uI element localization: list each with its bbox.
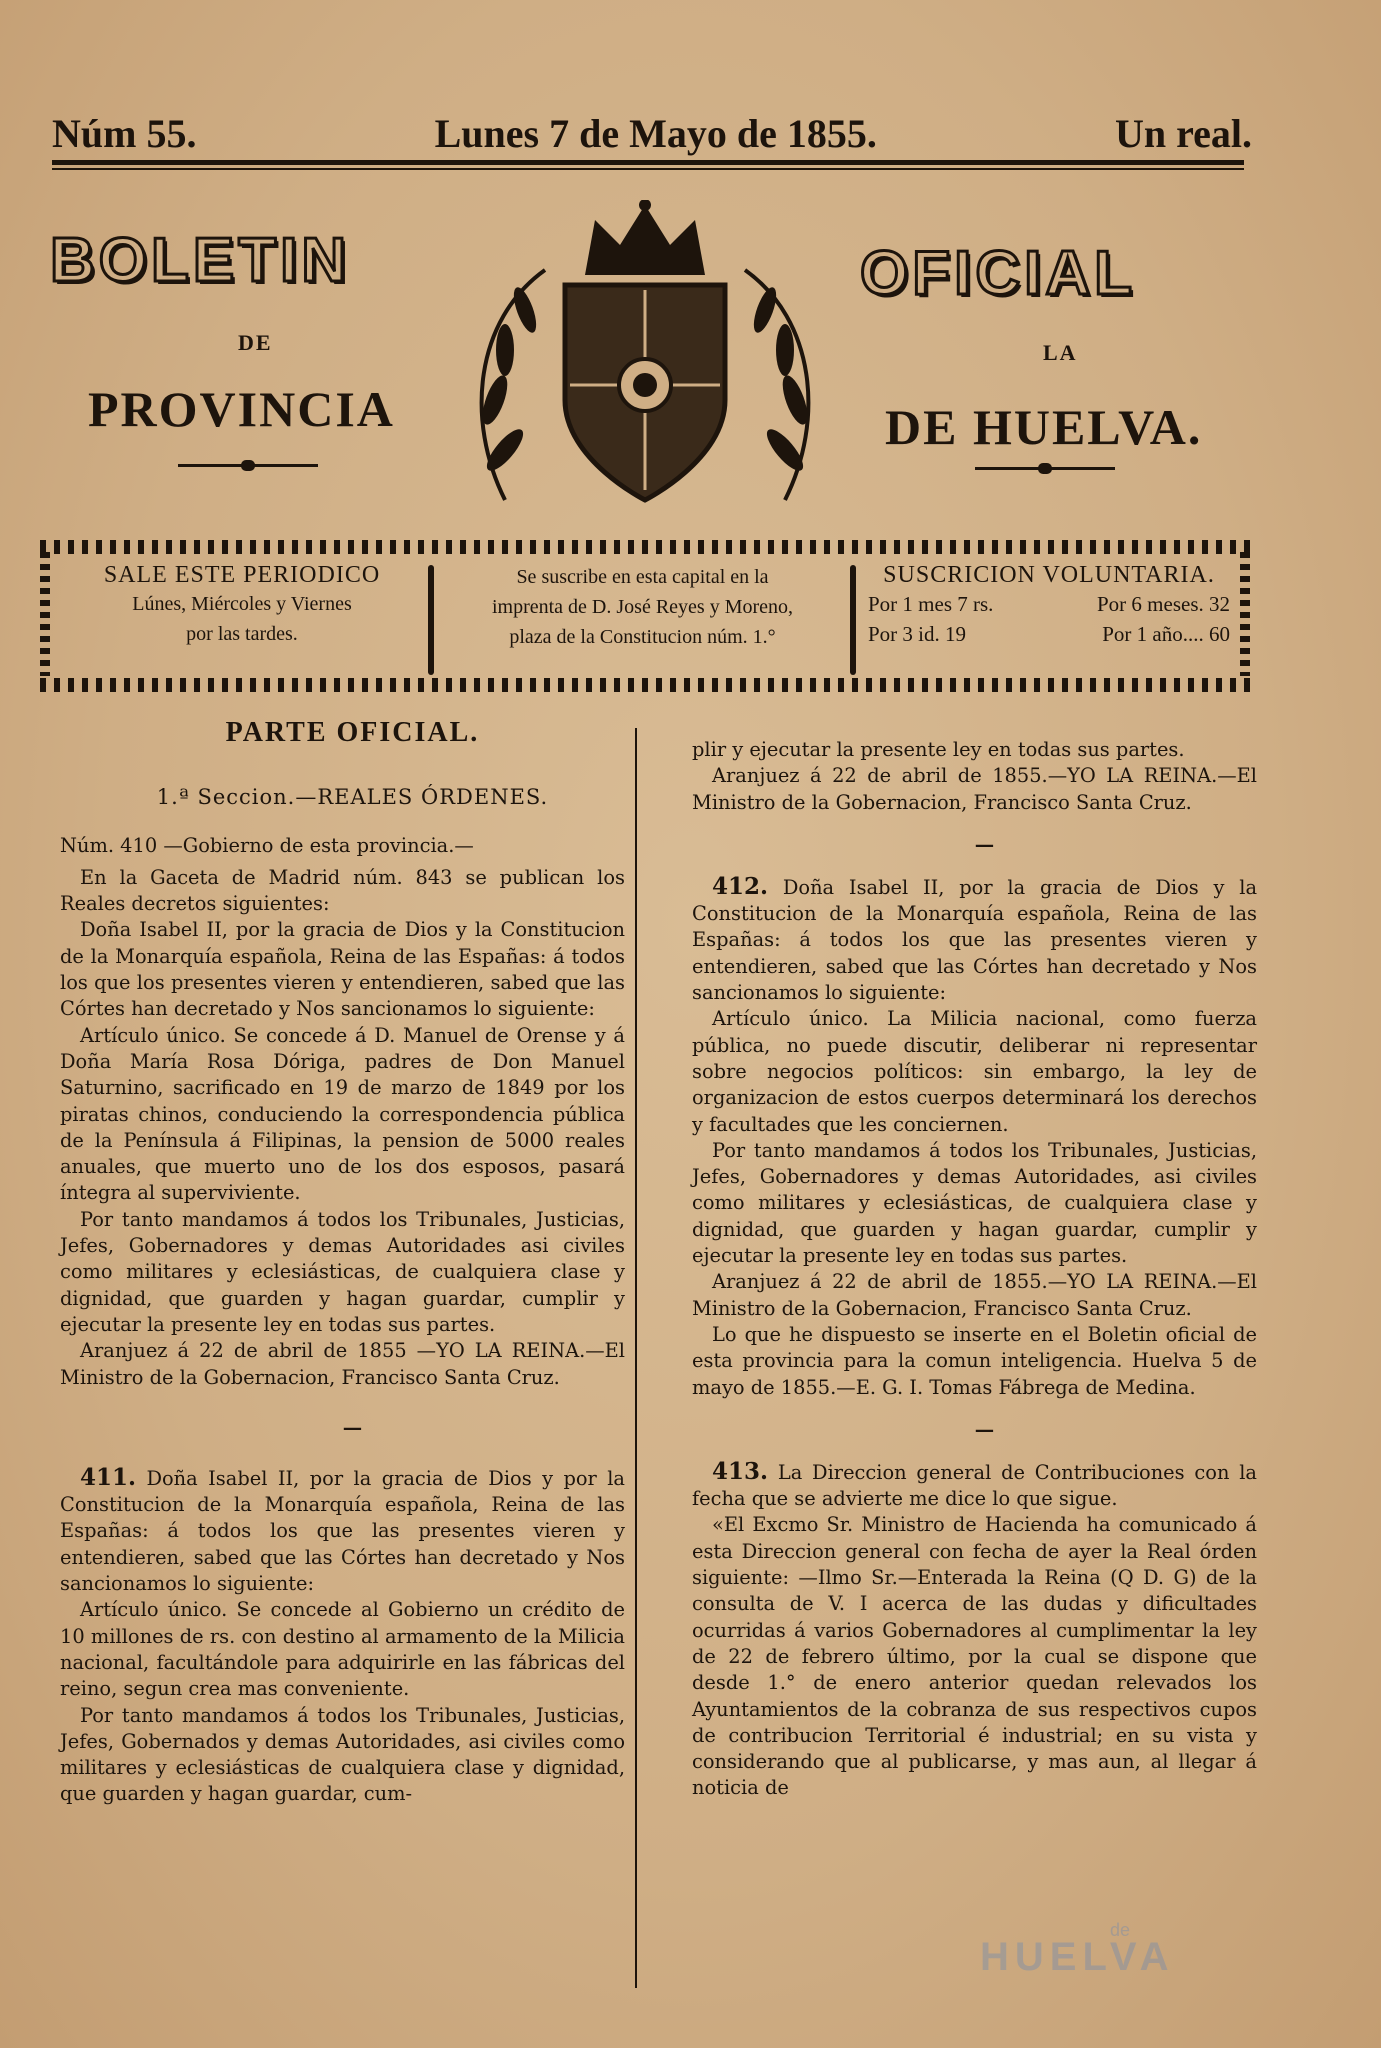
info-border-bottom — [40, 678, 1250, 692]
price-1-month: Por 1 mes 7 rs. — [868, 592, 994, 616]
info-border-right — [1240, 552, 1250, 676]
masthead-provincia: PROVINCIA — [88, 381, 395, 437]
item-410-heading: Núm. 410 —Gobierno de esta provincia.— — [60, 833, 474, 857]
masthead-de: DE — [238, 330, 273, 355]
masthead-la: LA — [1043, 340, 1078, 365]
paragraph: Aranjuez á 22 de abril de 1855.—YO LA REINA.—El Ministro de la Gobernacion, Francisco Santa Cruz. — [692, 764, 1257, 814]
paragraph: Artículo único. La Milicia nacional, como fuerza pública, no puede discutir, deliberar ni representar sobre negocios políticos: sin embargo, la ley de organizacion de estos cuerpos determinará los derechos y facultades que les conciernen. — [692, 1007, 1257, 1136]
royal-coat-of-arms-icon — [465, 200, 825, 510]
paragraph: Lo que he dispuesto se inserte en el Boletin oficial de esta provincia para la comun inteligencia. Huelva 5 de mayo de 1855.—E. G. I. Tomas Fábrega de Medina. — [692, 1322, 1257, 1399]
subscription-line-2: imprenta de D. José Reyes y Moreno, — [491, 596, 794, 618]
price-6-months: Por 6 meses. 32 — [1097, 592, 1230, 616]
paragraph: Artículo único. Se concede al Gobierno un crédito de 10 millones de rs. con destino al armamento de la Milicia nacional, facultándole para adquirirle en las fábricas del reino, segun crea mas conveniente. — [60, 1598, 625, 1701]
item-411-number: 411. — [80, 1463, 137, 1491]
paragraph: Doña Isabel II, por la gracia de Dios y por la Constitucion de la Monarquía española, Reina de las Españas: á todos los que las presentes vieren y entendieren, sabed que las Córtes han decretado y Nos sancionamos lo siguiente: — [60, 1466, 625, 1596]
paragraph: Doña Isabel II, por la gracia de Dios y la Constitucion de la Monarquía española, Reina de las Españas: á todos los que los presentes vieren y entendieren, sabed que las Córtes han decretado y Nos sancionamos lo siguiente: — [60, 918, 625, 1021]
subscription-prices — [868, 562, 1230, 678]
separator: — — [974, 1417, 995, 1441]
masthead-boletin: BOLETIN — [50, 226, 351, 295]
schedule-days: Lúnes, Miércoles y Viernes — [132, 593, 352, 615]
issue-line — [52, 105, 1252, 161]
paragraph: Aranjuez á 22 de abril de 1855.—YO LA REINA.—El Ministro de la Gobernacion, Francisco Santa Cruz. — [692, 1270, 1257, 1320]
price-3-months: Por 3 id. 19 — [868, 622, 967, 646]
paragraph: «El Excmo Sr. Ministro de Hacienda ha comunicado á esta Direccion general con fecha de ayer la Real órden siguiente: —Ilmo Sr.—Enterada la Reina (Q D. G) de la consulta de V. I acerca de las dudas y dificultades ocurridas á varios Gobernadores al cumplimentar la ley de 22 de febrero último, por la cual se dispone que desde 1.° de enero anterior quedan relevados los Ayuntamientos de la cobranza de sus respectivos cupos de contribucion Territorial é industrial; en su vista y considerando que al publicarse, y mas aun, al llegar á noticia de — [692, 1513, 1257, 1800]
column-divider — [635, 728, 637, 1988]
schedule-title: SALE ESTE PERIODICO — [103, 562, 381, 588]
paragraph: Por tanto mandamos á todos los Tribunales, Justicias, Jefes, Gobernadores y demas Autoridades asi civiles como militares y eclesiásticas, de cualquiera clase y dignidad, que guarden y hagan guardar, cumplir y ejecutar la presente ley en todas sus partes. — [60, 1207, 625, 1336]
prices-title: SUSCRICION VOLUNTARIA. — [883, 562, 1215, 588]
paragraph: En la Gaceta de Madrid núm. 843 se publican los Reales decretos siguientes: — [60, 865, 625, 916]
ornament-left — [178, 464, 318, 467]
masthead-oficial: OFICIAL — [860, 239, 1136, 308]
price-1-year: Por 1 año.... 60 — [1102, 622, 1230, 646]
paragraph: La Direccion general de Contribuciones con la fecha que se advierte me dice lo que sigue. — [692, 1460, 1257, 1511]
paragraph: Por tanto mandamos á todos los Tribunales, Justicias, Jefes, Gobernadores y demas Autoridades, asi civiles como militares y eclesiásticas, de cualquiera clase y dignidad, que guarden y hagan guardar, cumplir y ejecutar la presente ley en todas sus partes. — [692, 1138, 1257, 1268]
paragraph: Por tanto mandamos á todos los Tribunales, Justicias, Jefes, Gobernados y demas Autoridades, asi civiles como militares y eclesiásticas de cualquiera clase y dignidad, que guarden y hagan guardar, cum- — [60, 1703, 625, 1806]
issue-price: Un real. — [1114, 110, 1252, 156]
header-rule — [52, 160, 1244, 165]
info-border-top — [40, 540, 1250, 554]
publication-schedule — [62, 562, 422, 678]
item-412-number: 412. — [712, 872, 769, 900]
paragraph: Doña Isabel II, por la gracia de Dios y la Constitucion de la Monarquía española, Reina de las Españas: á todos los que las presentes vieren y entendieren, sabed que las Córtes han decretado y Nos sancionamos lo siguiente: — [692, 875, 1258, 1005]
section-title: PARTE OFICIAL. — [225, 717, 480, 748]
masthead-de-huelva: DE HUELVA. — [885, 399, 1203, 455]
item-413-number: 413. — [712, 1457, 769, 1485]
paragraph: Aranjuez á 22 de abril de 1855 —YO LA REINA.—El Ministro de la Gobernacion, Francisco Santa Cruz. — [60, 1339, 625, 1389]
subscription-line-1: Se suscribe en esta capital en la — [516, 566, 769, 588]
ornament-right — [975, 467, 1115, 470]
schedule-time: por las tardes. — [186, 623, 298, 645]
info-divider-1 — [428, 565, 434, 675]
watermark-small: de — [1110, 1920, 1131, 1940]
left-column — [60, 717, 625, 1808]
separator: — — [974, 832, 995, 856]
subsection-title: 1.ª Seccion.—REALES ÓRDENES. — [156, 785, 549, 810]
info-divider-2 — [850, 565, 856, 675]
paragraph: plir y ejecutar la presente ley en todas sus partes. — [692, 738, 1185, 761]
info-border-left — [40, 552, 50, 676]
paragraph: Artículo único. Se concede á D. Manuel de Orense y á Doña María Rosa Dóriga, padres de Don Manuel Saturnino, sacrificado en 19 de marzo de 1849 por los piratas chinos, conduciendo la correspondencia pública de la Península á Filipinas, la pension de 5000 reales anuales, que muerto uno de los dos esposos, pasará íntegra al superviviente. — [60, 1023, 625, 1205]
subscription-place — [440, 562, 845, 678]
header-rule-thin — [52, 168, 1244, 170]
issue-number: Núm 55. — [52, 110, 197, 156]
watermark-huelva: HUELVA — [980, 1935, 1175, 1979]
subscription-line-3: plaza de la Constitucion núm. 1.° — [509, 626, 776, 648]
issue-date: Lunes 7 de Mayo de 1855. — [434, 110, 877, 156]
separator: — — [342, 1415, 363, 1439]
right-column — [692, 737, 1257, 1802]
